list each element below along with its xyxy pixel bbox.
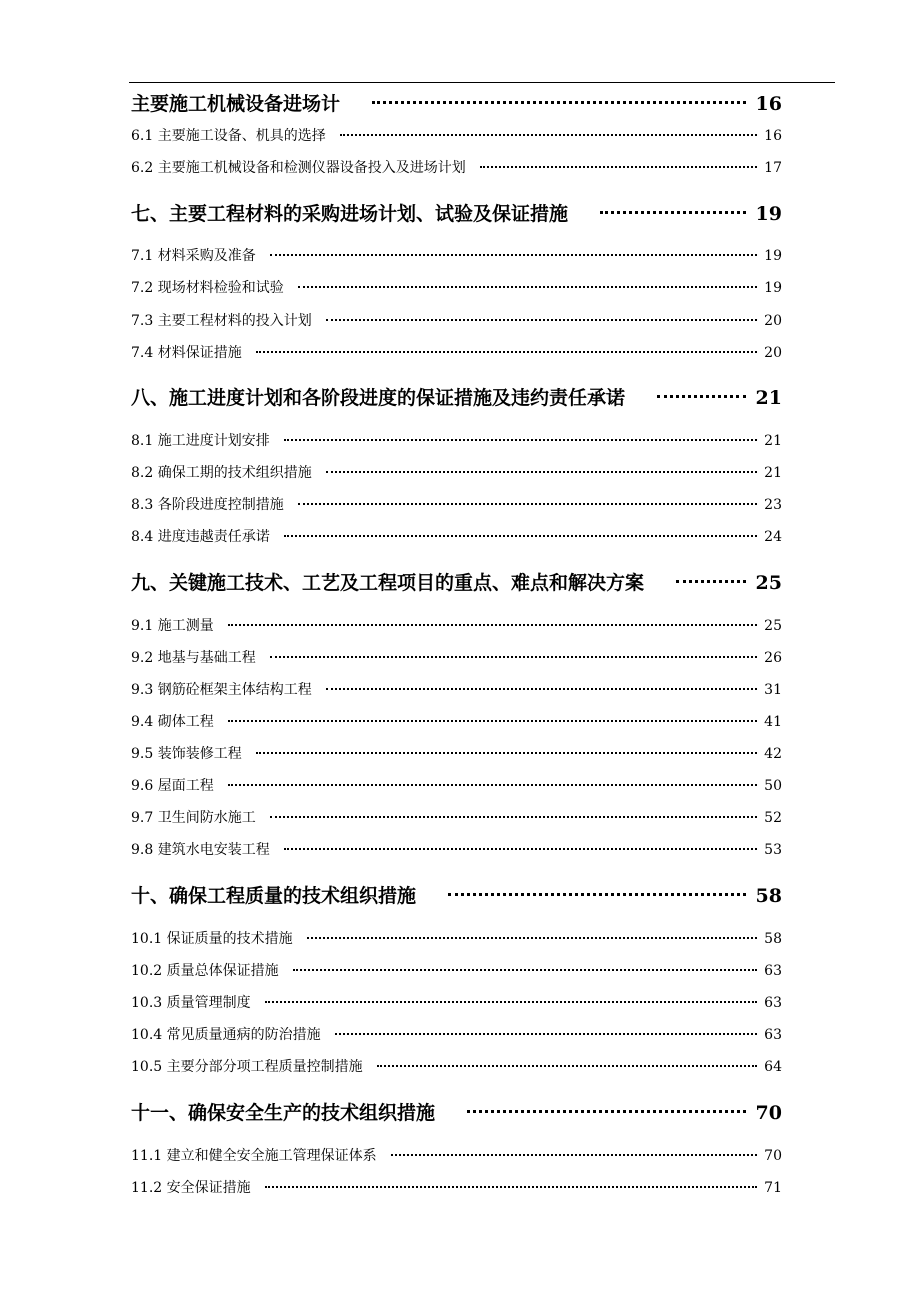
toc-entry-title: 8.1 施工进度计划安排: [131, 433, 270, 449]
toc-entry[interactable]: [131, 342, 782, 362]
toc-leader-dots: [676, 580, 746, 583]
toc-entry-page: 25: [764, 618, 782, 634]
toc-entry-title: 9.2 地基与基础工程: [131, 650, 256, 666]
toc-entry[interactable]: [131, 647, 782, 667]
toc-entry-title: 7.4 材料保证措施: [131, 345, 242, 361]
toc-entry-page: 21: [764, 433, 782, 449]
toc-leader-dots: [326, 471, 757, 473]
toc-entry-page: 23: [764, 497, 782, 513]
toc-entry[interactable]: [131, 1145, 782, 1165]
toc-entry[interactable]: [131, 775, 782, 795]
header-rule: [129, 82, 835, 83]
toc-entry-page: 64: [764, 1059, 782, 1075]
toc-leader-dots: [307, 937, 758, 939]
toc-entry-page: 52: [764, 810, 782, 826]
toc-entry-page: 41: [764, 714, 782, 730]
toc-leader-dots: [228, 784, 757, 786]
toc-entry[interactable]: [131, 1024, 782, 1044]
toc-entry-page: 19: [764, 248, 782, 264]
toc-entry-page: 71: [764, 1180, 782, 1196]
toc-entry-title: 9.7 卫生间防水施工: [131, 810, 256, 826]
toc-entry-page: 31: [764, 682, 782, 698]
toc-leader-dots: [340, 134, 757, 136]
toc-entry-page: 70: [755, 1102, 782, 1124]
toc-entry-title: 9.8 建筑水电安装工程: [131, 842, 270, 858]
toc-entry[interactable]: [131, 839, 782, 859]
toc-entry[interactable]: [131, 711, 782, 731]
toc-leader-dots: [326, 688, 757, 690]
toc-entry-title: 九、关键施工技术、工艺及工程项目的重点、难点和解决方案: [131, 572, 645, 594]
toc-entry[interactable]: [131, 157, 782, 177]
toc-entry-title: 十、确保工程质量的技术组织措施: [131, 885, 417, 907]
toc-entry-page: 25: [755, 572, 782, 594]
toc-leader-dots: [377, 1065, 758, 1067]
toc-leader-dots: [600, 211, 746, 214]
toc-entry-section[interactable]: [131, 568, 782, 595]
toc-entry[interactable]: [131, 679, 782, 699]
toc-entry-title: 8.3 各阶段进度控制措施: [131, 497, 284, 513]
toc-entry-page: 20: [764, 345, 782, 361]
toc-entry-page: 16: [755, 93, 782, 115]
toc-entry[interactable]: [131, 526, 782, 546]
toc-entry-page: 21: [764, 465, 782, 481]
toc-leader-dots: [448, 893, 746, 896]
toc-entry[interactable]: [131, 125, 782, 145]
toc-entry-title: 9.6 屋面工程: [131, 778, 214, 794]
toc-leader-dots: [265, 1001, 758, 1003]
toc-leader-dots: [270, 656, 757, 658]
toc-entry-page: 20: [764, 313, 782, 329]
toc-entry-section[interactable]: [131, 1098, 782, 1125]
toc-leader-dots: [298, 286, 757, 288]
toc-entry[interactable]: [131, 928, 782, 948]
toc-entry-title: 11.2 安全保证措施: [131, 1180, 251, 1196]
toc-entry-page: 50: [764, 778, 782, 794]
toc-entry[interactable]: [131, 1177, 782, 1197]
toc-entry-page: 63: [764, 1027, 782, 1043]
toc-leader-dots: [467, 1110, 746, 1113]
toc-entry-page: 58: [755, 885, 782, 907]
toc-entry-title: 8.4 进度违越责任承诺: [131, 529, 270, 545]
toc-entry[interactable]: [131, 462, 782, 482]
toc-entry[interactable]: [131, 245, 782, 265]
toc-leader-dots: [293, 969, 758, 971]
toc-leader-dots: [480, 166, 757, 168]
toc-entry-title: 9.1 施工测量: [131, 618, 214, 634]
toc-leader-dots: [270, 816, 757, 818]
toc-entry-title: 7.2 现场材料检验和试验: [131, 280, 284, 296]
toc-entry-title: 七、主要工程材料的采购进场计划、试验及保证措施: [131, 203, 569, 225]
toc-leader-dots: [256, 752, 757, 754]
toc-entry-title: 十一、确保安全生产的技术组织措施: [131, 1102, 436, 1124]
toc-leader-dots: [284, 535, 757, 537]
toc-leader-dots: [284, 848, 757, 850]
toc-entry-title: 10.3 质量管理制度: [131, 995, 251, 1011]
toc-entry-title: 主要施工机械设备进场计: [131, 93, 341, 115]
toc-entry-title: 9.5 装饰装修工程: [131, 746, 242, 762]
toc-entry-title: 6.2 主要施工机械设备和检测仪器设备投入及进场计划: [131, 160, 466, 176]
toc-entry[interactable]: [131, 992, 782, 1012]
toc-leader-dots: [265, 1186, 758, 1188]
toc-leader-dots: [228, 624, 757, 626]
toc-leader-dots: [284, 439, 757, 441]
toc-entry-section[interactable]: [131, 881, 782, 908]
toc-leader-dots: [372, 101, 746, 104]
toc-entry-title: 7.3 主要工程材料的投入计划: [131, 313, 312, 329]
toc-leader-dots: [256, 351, 757, 353]
toc-entry[interactable]: [131, 430, 782, 450]
toc-entry-title: 6.1 主要施工设备、机具的选择: [131, 128, 326, 144]
toc-entry-page: 19: [764, 280, 782, 296]
toc-entry-page: 70: [764, 1148, 782, 1164]
toc-entry-page: 16: [764, 128, 782, 144]
toc-entry-page: 19: [755, 203, 782, 225]
toc-entry-page: 53: [764, 842, 782, 858]
toc-entry-page: 26: [764, 650, 782, 666]
toc-leader-dots: [228, 720, 757, 722]
toc-entry-page: 58: [764, 931, 782, 947]
toc-entry-title: 11.1 建立和健全安全施工管理保证体系: [131, 1148, 377, 1164]
toc-entry[interactable]: [131, 494, 782, 514]
toc-entry-title: 10.1 保证质量的技术措施: [131, 931, 293, 947]
toc-leader-dots: [326, 319, 757, 321]
toc-entry-section[interactable]: [131, 89, 782, 116]
toc-entry-title: 10.4 常见质量通病的防治措施: [131, 1027, 321, 1043]
toc-entry-title: 8.2 确保工期的技术组织措施: [131, 465, 312, 481]
toc-entry[interactable]: [131, 807, 782, 827]
toc-entry[interactable]: [131, 960, 782, 980]
toc-leader-dots: [335, 1033, 758, 1035]
toc-entry-title: 9.4 砌体工程: [131, 714, 214, 730]
toc-leader-dots: [391, 1154, 758, 1156]
toc-entry-title: 八、施工进度计划和各阶段进度的保证措施及违约责任承诺: [131, 387, 626, 409]
toc-entry[interactable]: [131, 310, 782, 330]
toc-entry-page: 42: [764, 746, 782, 762]
toc-entry-page: 21: [755, 387, 782, 409]
toc-entry-page: 24: [764, 529, 782, 545]
toc-entry[interactable]: [131, 277, 782, 297]
toc-entry-title: 7.1 材料采购及准备: [131, 248, 256, 264]
toc-entry-title: 10.2 质量总体保证措施: [131, 963, 279, 979]
toc-entry-title: 10.5 主要分部分项工程质量控制措施: [131, 1059, 363, 1075]
toc-entry-page: 63: [764, 995, 782, 1011]
toc-entry-section[interactable]: [131, 199, 782, 226]
toc-entry-section[interactable]: [131, 383, 782, 410]
toc-entry[interactable]: [131, 615, 782, 635]
toc-entry-page: 17: [764, 160, 782, 176]
toc-entry-page: 63: [764, 963, 782, 979]
toc-leader-dots: [657, 395, 746, 398]
toc-leader-dots: [270, 254, 757, 256]
toc-leader-dots: [298, 503, 757, 505]
toc-entry-title: 9.3 钢筋砼框架主体结构工程: [131, 682, 312, 698]
toc-entry[interactable]: [131, 743, 782, 763]
toc-entry[interactable]: [131, 1056, 782, 1076]
